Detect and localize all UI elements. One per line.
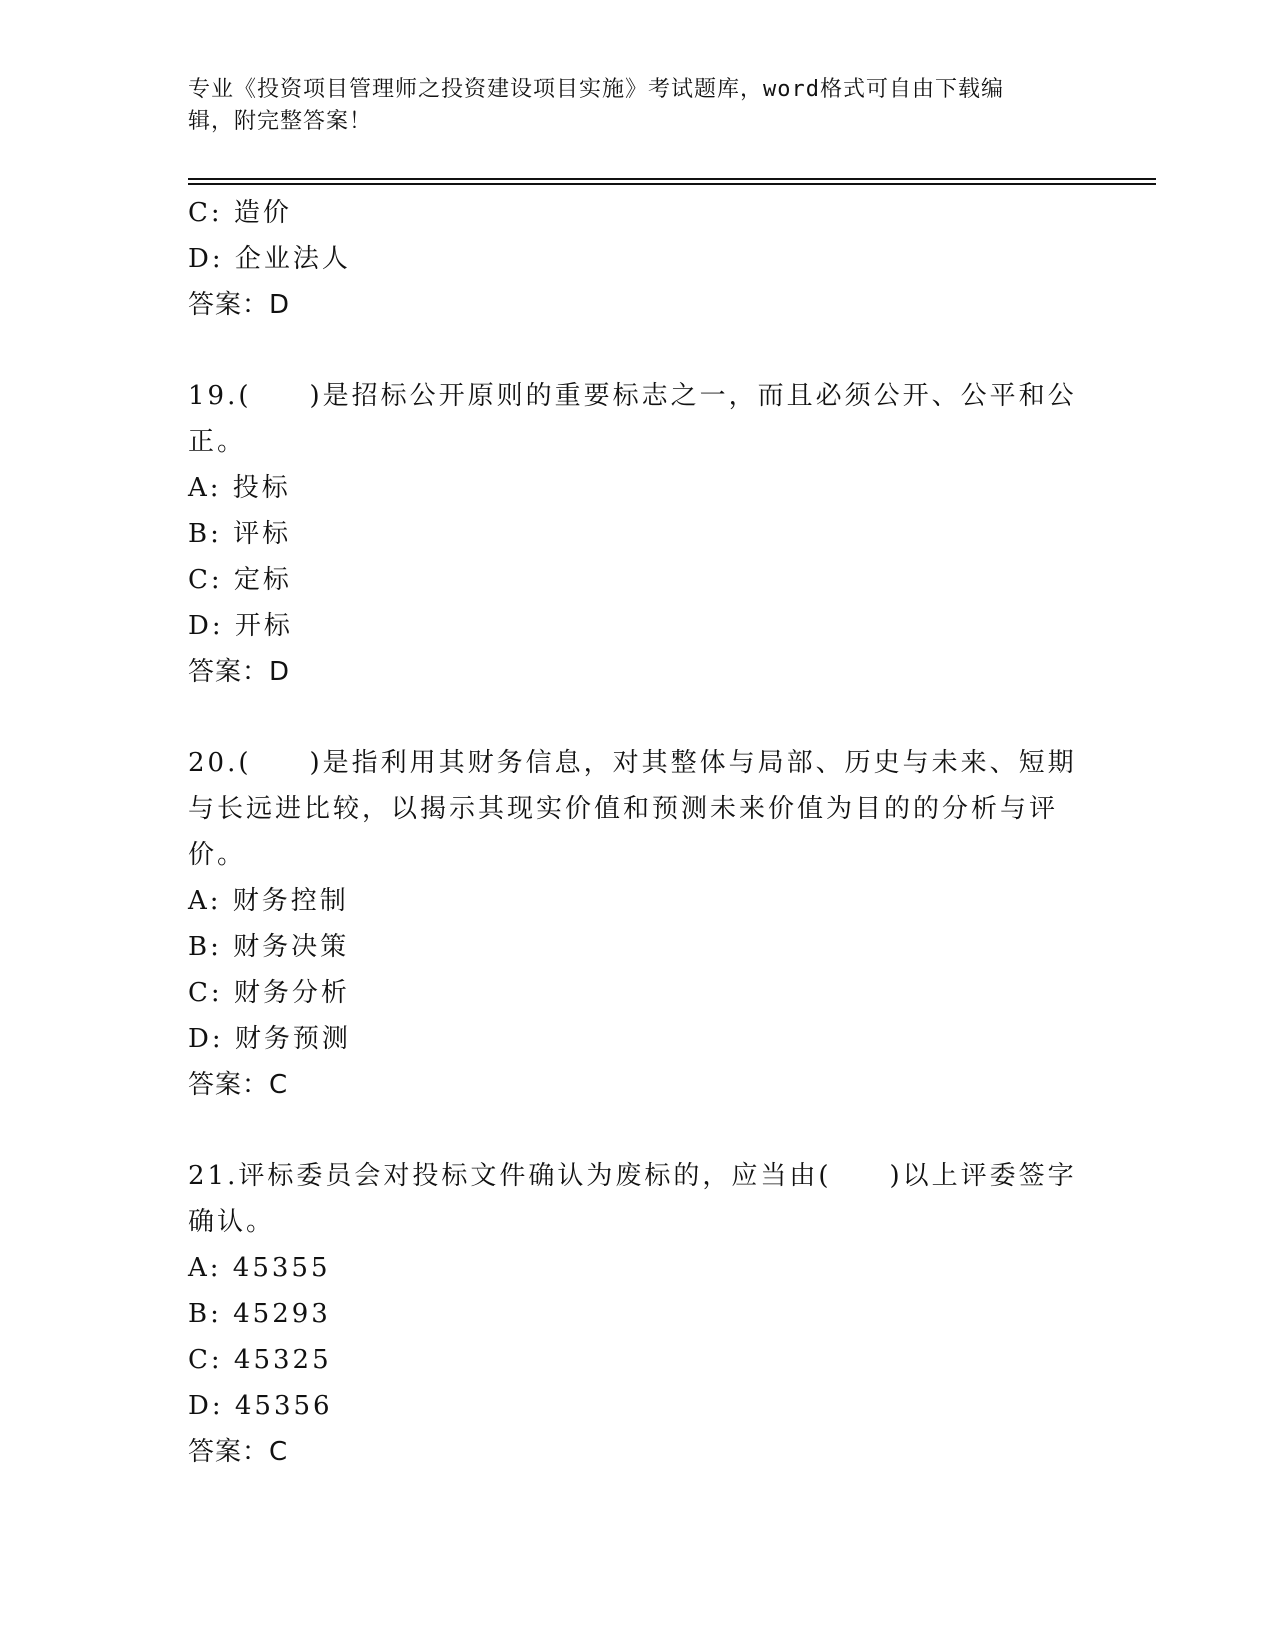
- option-b: B: 45293: [188, 1299, 331, 1329]
- option-d: D: 财务预测: [188, 1024, 351, 1054]
- question-text: 20.( )是指利用其财务信息，对其整体与局部、历史与未来、短期: [188, 748, 1077, 778]
- option-c: C: 定标: [188, 565, 292, 595]
- question-19: [188, 373, 1077, 695]
- option-a: A: 投标: [188, 473, 291, 503]
- option-c: C: 造价: [188, 198, 292, 228]
- option-a: A: 45355: [188, 1253, 331, 1283]
- header-line-2: 辑，附完整答案！: [188, 109, 373, 134]
- question-text: 19.( )是招标公开原则的重要标志之一，而且必须公开、公平和公: [188, 381, 1077, 411]
- header-divider-top: [188, 178, 1156, 180]
- option-b: B: 财务决策: [188, 932, 350, 962]
- header-line-1: 专业《投资项目管理师之投资建设项目实施》考试题库，word格式可自由下载编: [188, 77, 1004, 102]
- option-d: D: 开标: [188, 611, 293, 641]
- option-c: C: 财务分析: [188, 978, 350, 1008]
- question-list: [188, 190, 1077, 1475]
- answer-line: 答案：D: [188, 290, 291, 320]
- header-divider-bottom: [188, 183, 1156, 185]
- answer-line: 答案：C: [188, 1070, 289, 1100]
- option-d: D: 45356: [188, 1391, 333, 1421]
- question-21: [188, 1153, 1077, 1475]
- option-c: C: 45325: [188, 1345, 332, 1375]
- question-text: 与长远进比较，以揭示其现实价值和预测未来价值为目的的分析与评: [188, 794, 1059, 824]
- document-header: [188, 74, 1068, 138]
- answer-line: 答案：D: [188, 657, 291, 687]
- question-text: 确认。: [188, 1207, 276, 1237]
- question-20: [188, 740, 1077, 1108]
- option-d: D: 企业法人: [188, 244, 351, 274]
- answer-line: 答案：C: [188, 1437, 289, 1467]
- option-a: A: 财务控制: [188, 886, 349, 916]
- question-text: 正。: [188, 427, 247, 457]
- question-text: 价。: [188, 840, 247, 870]
- option-b: B: 评标: [188, 519, 292, 549]
- question-text: 21.评标委员会对投标文件确认为废标的，应当由( )以上评委签字: [188, 1161, 1077, 1191]
